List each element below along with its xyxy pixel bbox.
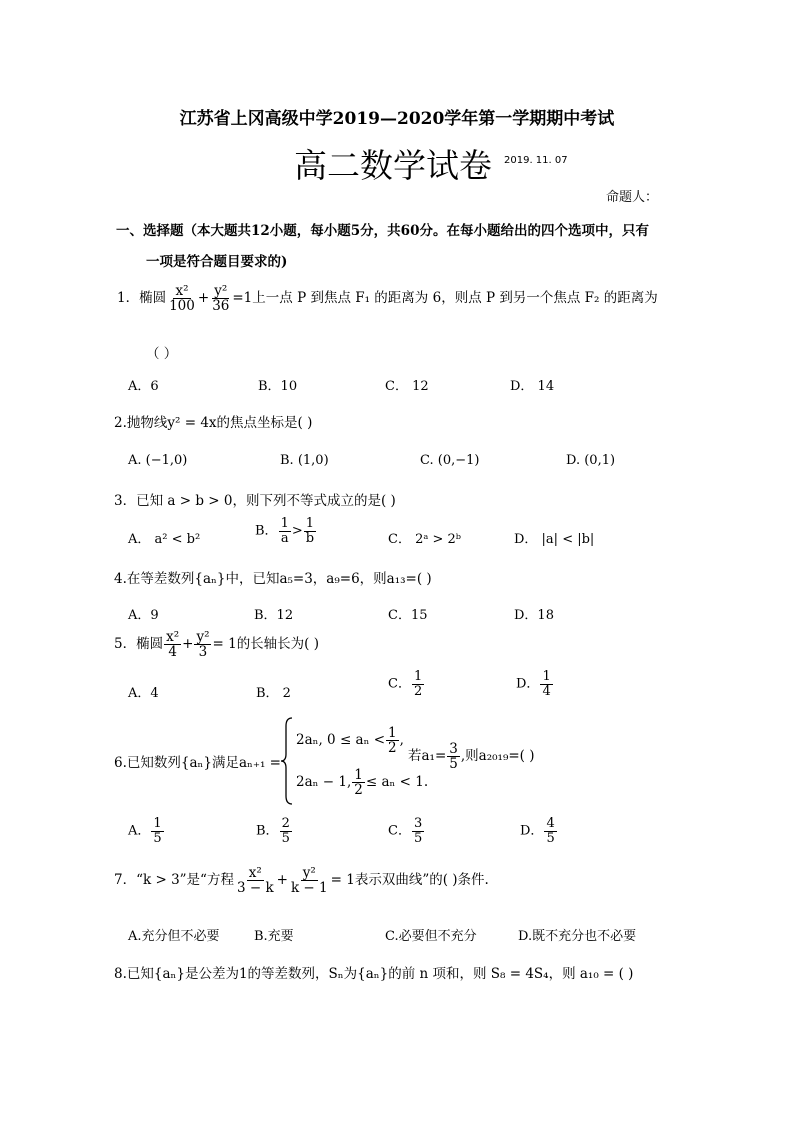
q5-option-d <box>516 670 554 698</box>
q3-b-n2: 1 <box>305 516 315 531</box>
q7-option-b: B.充要 <box>254 929 294 944</box>
q6-c-label: C． <box>388 823 411 839</box>
q6-c-frac <box>412 817 424 845</box>
q6-d-label: D． <box>520 823 544 839</box>
q1-eq: =1 <box>232 290 253 307</box>
q3-b-label: B． <box>255 523 278 539</box>
q1-frac-x <box>167 284 197 313</box>
q6-case2-n: 1 <box>354 767 363 783</box>
q5-c-frac <box>412 670 424 698</box>
q7-option-d: D.既不充分也不必要 <box>518 929 637 944</box>
q5-x2: x² <box>166 629 180 645</box>
q1-option-d: D． 14 <box>510 379 555 394</box>
q1-d2: 36 <box>212 298 230 315</box>
q7-frac-x <box>235 866 276 895</box>
q6-option-c <box>388 817 425 845</box>
q6-tail1: 若a₁= <box>408 748 447 765</box>
q6-case-1 <box>296 726 404 755</box>
q5-c-n: 1 <box>413 669 423 684</box>
author-label: 命题人： <box>606 190 659 205</box>
q7-option-a: A.充分但不必要 <box>128 929 220 944</box>
q7-x2: x² <box>248 865 262 881</box>
section-heading-line2: 一项是符合题目要求的) <box>146 254 288 270</box>
q6-case2-d: 2 <box>354 782 363 799</box>
q6-b-n: 2 <box>281 816 290 831</box>
question-3: 3．已知 a > b > 0，则下列不等式成立的是( ) <box>114 493 396 509</box>
q6-b-label: B． <box>256 823 279 839</box>
q1-plus: + <box>197 290 210 307</box>
q5-d-d: 4 <box>542 683 551 699</box>
q2-option-a: A. (−1,0) <box>128 453 188 468</box>
exam-date: 2019. 11. 07 <box>504 155 568 166</box>
q3-option-a: A． a² < b² <box>128 532 201 547</box>
q5-d-label: D． <box>516 676 540 692</box>
q6-condition <box>408 742 535 771</box>
q6-case2-a: 2aₙ − 1, <box>296 774 352 791</box>
q4-option-d: D．18 <box>514 608 554 623</box>
q1-option-a: A．6 <box>128 379 159 394</box>
section-heading-line1: 一、选择题（本大题共12小题，每小题5分，共60分。在每小题给出的四个选项中，只有 <box>116 223 649 239</box>
q6-option-b <box>256 817 293 845</box>
q6-a1-n: 3 <box>449 741 458 757</box>
q7-post: 表示双曲线”的( )条件. <box>354 872 489 889</box>
school-header: 江苏省上冈高级中学2019—2020学年第一学期期中考试 <box>179 109 615 129</box>
q6-a1-frac <box>447 742 460 771</box>
q5-option-a: A．4 <box>128 686 159 701</box>
q6-c-n: 3 <box>413 816 423 831</box>
q6-case2-b: ≤ aₙ < 1. <box>365 774 429 791</box>
q6-a-label: A． <box>128 823 151 839</box>
q6-option-a <box>128 817 165 845</box>
q7-option-c: C.必要但不充分 <box>385 929 477 944</box>
q5-y2: y² <box>196 629 210 645</box>
q6-case2-frac <box>352 768 365 797</box>
q3-b-frac1 <box>279 517 291 545</box>
question-7 <box>114 866 489 895</box>
q3-b-d2: b <box>305 530 315 546</box>
q5-eq: = 1 <box>212 636 237 653</box>
q3-b-n1: 1 <box>280 516 289 531</box>
q5-c-label: C． <box>388 676 411 692</box>
q5-option-c <box>388 670 425 698</box>
q7-pre: 7．“k > 3”是“方程 <box>114 872 234 889</box>
question-4: 4.在等差数列{aₙ}中，已知a₅=3，a₉=6，则a₁₃=( ) <box>114 571 432 587</box>
q6-case1-d: 2 <box>388 740 397 757</box>
q6-case1-b: , <box>399 732 404 749</box>
q5-d2: 3 <box>198 644 208 661</box>
q4-option-c: C．15 <box>388 608 428 623</box>
q6-a1-d: 5 <box>449 756 458 773</box>
q2-option-d: D. (0,1) <box>566 453 616 468</box>
q5-frac-x <box>164 630 181 659</box>
q6-d-frac <box>544 817 556 845</box>
question-2: 2.抛物线y² = 4x的焦点坐标是( ) <box>114 415 313 431</box>
q1-option-b: B．10 <box>258 379 298 394</box>
q3-b-frac2 <box>304 517 316 545</box>
q6-d-n: 4 <box>546 816 555 831</box>
q3-b-d1: a <box>280 530 289 546</box>
q6-case1-frac <box>386 726 399 755</box>
question-8: 8.已知{aₙ}是公差为1的等差数列，Sₙ为{aₙ}的前 n 项和，则 S₈ = 4S₄，则 a₁₀ = ( ) <box>114 966 634 982</box>
q6-case1-n: 1 <box>388 725 397 741</box>
q1-frac-y <box>210 284 231 313</box>
q6-a-n: 1 <box>153 816 162 831</box>
q7-eq: = 1 <box>330 872 355 889</box>
q1-text: 上一点 P 到焦点 F₁ 的距离为 6，则点 P 到另一个焦点 F₂ 的距离为 <box>252 290 658 307</box>
q5-num: 5．椭圆 <box>114 636 164 653</box>
q6-brace <box>280 716 294 806</box>
q6-a-frac <box>151 817 163 845</box>
q3-option-b <box>255 517 317 545</box>
q6-d-d: 5 <box>546 830 555 846</box>
question-1 <box>117 284 658 313</box>
q2-option-c: C. (0,−1) <box>420 453 480 468</box>
question-5 <box>114 630 319 659</box>
q6-c-d: 5 <box>413 830 423 846</box>
question-6: 6.已知数列{aₙ}满足aₙ₊₁ = <box>114 755 281 771</box>
q7-frac-y <box>289 866 330 895</box>
q5-plus: + <box>182 636 194 653</box>
q1-option-c: C． 12 <box>385 379 429 394</box>
q5-frac-y <box>194 630 211 659</box>
q6-tail2: ,则a₂₀₁₉=( ) <box>460 748 535 765</box>
q6-b-d: 5 <box>281 830 290 846</box>
q7-y2: y² <box>302 865 316 881</box>
q6-a-d: 5 <box>153 830 162 846</box>
q2-option-b: B. (1,0) <box>280 453 329 468</box>
q7-plus: + <box>276 872 288 889</box>
q6-case-2 <box>296 768 428 797</box>
exam-title: 高二数学试卷 <box>294 146 492 185</box>
q3-option-c: C． 2ᵃ > 2ᵇ <box>388 532 461 547</box>
q6-option-d <box>520 817 558 845</box>
q7-d2: k − 1 <box>290 880 328 897</box>
q1-y2: y² <box>214 283 228 299</box>
q5-d-n: 1 <box>542 669 551 684</box>
q5-c-d: 2 <box>413 683 423 699</box>
q5-d1: 4 <box>168 644 177 661</box>
q5-d-frac <box>540 670 552 698</box>
q5-text: 的长轴长为( ) <box>236 636 320 653</box>
q1-paren: （ ） <box>146 346 178 362</box>
q6-case1-a: 2aₙ, 0 ≤ aₙ < <box>296 732 386 749</box>
q6-b-frac <box>280 817 292 845</box>
q1-x2: x² <box>175 283 189 299</box>
q3-option-d: D． |a| < |b| <box>514 532 595 547</box>
q4-option-a: A．9 <box>128 608 159 623</box>
q1-num: 1．椭圆 <box>117 290 167 307</box>
q7-d1: 3 − k <box>236 880 274 897</box>
q5-option-b: B． 2 <box>256 686 291 701</box>
q3-b-gt: > <box>291 523 303 539</box>
q1-d1: 100 <box>169 298 195 315</box>
q4-option-b: B．12 <box>254 608 294 623</box>
